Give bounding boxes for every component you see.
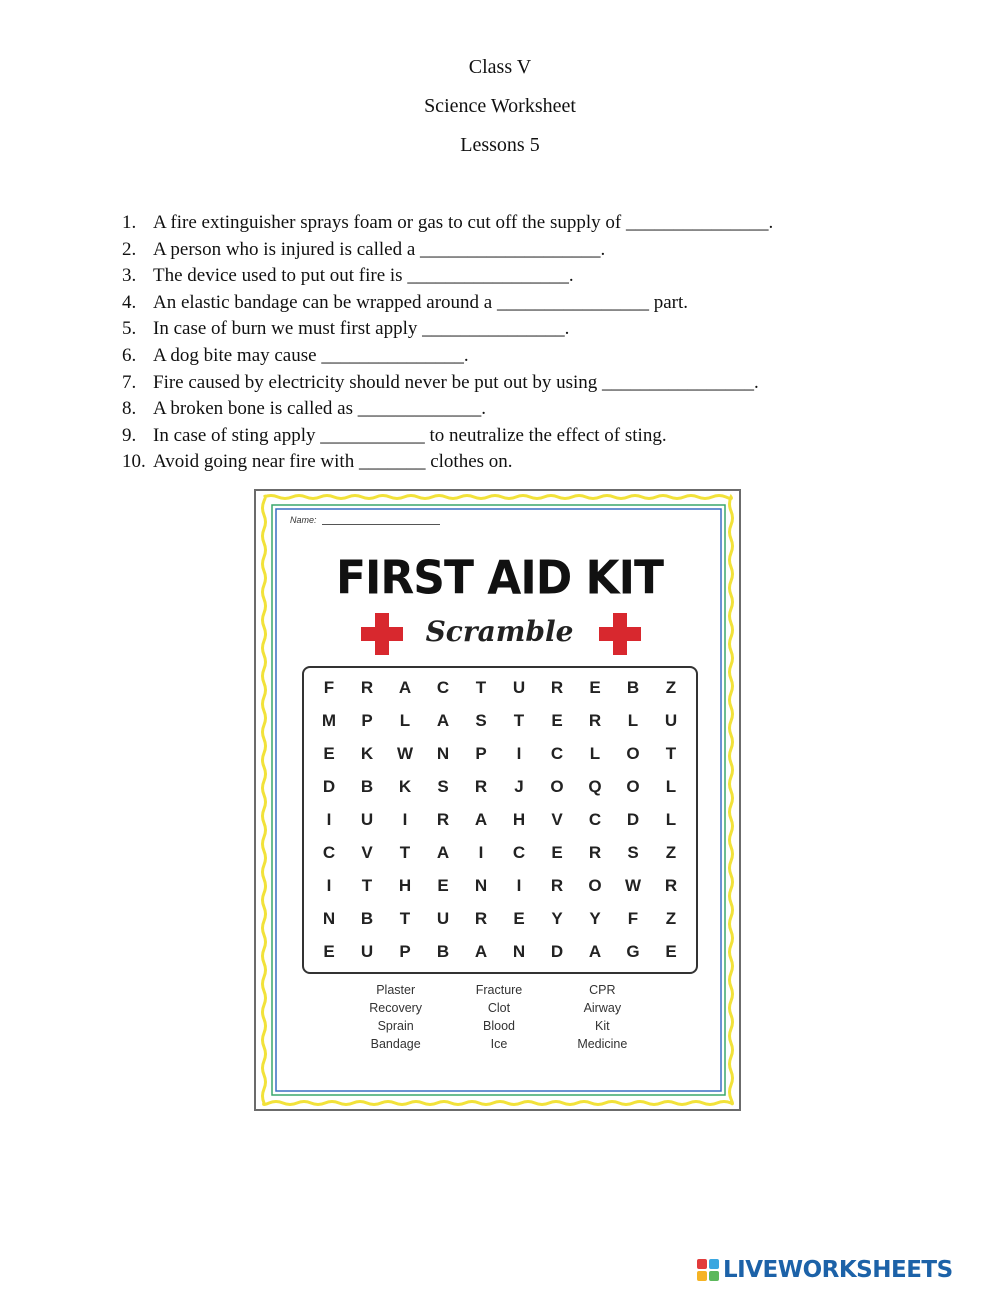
- question-item: [122, 263, 773, 290]
- grid-letter: R: [360, 678, 374, 698]
- name-line: [322, 524, 440, 525]
- grid-letter: E: [551, 842, 563, 862]
- grid-letter: T: [399, 908, 411, 928]
- question-text: In case of sting apply ___________ to neutralize the effect of sting.: [153, 424, 667, 446]
- grid-letter: N: [436, 744, 450, 764]
- grid-letter: N: [512, 941, 526, 961]
- question-item: [122, 237, 773, 264]
- letter-grid: [302, 666, 698, 974]
- grid-letter: E: [437, 875, 449, 895]
- grid-letter: E: [589, 678, 601, 698]
- grid-letter: A: [588, 941, 602, 961]
- grid-letter: H: [398, 875, 412, 895]
- word-bank-item: Clot: [487, 1001, 511, 1015]
- lesson-heading: Lessons 5: [460, 134, 540, 156]
- question-text: Avoid going near fire with _______ clothes on.: [153, 451, 513, 473]
- grid-letter: C: [512, 842, 526, 862]
- grid-letter: F: [627, 908, 639, 928]
- question-item: [122, 370, 773, 397]
- question-item: [122, 343, 773, 370]
- grid-letter: N: [474, 875, 488, 895]
- question-number: 6.: [122, 344, 137, 366]
- grid-letter: G: [626, 941, 640, 961]
- word-bank-item: Plaster: [376, 983, 416, 997]
- question-text: A dog bite may cause _______________.: [153, 344, 469, 366]
- grid-letter: R: [474, 908, 488, 928]
- grid-letter: P: [475, 744, 487, 764]
- grid-letter: R: [550, 678, 564, 698]
- question-number: 8.: [122, 398, 137, 420]
- grid-letter: D: [550, 941, 564, 961]
- grid-letter: U: [512, 678, 526, 698]
- grid-letter: B: [626, 678, 640, 698]
- grid-letter: V: [361, 842, 373, 862]
- grid-letter: Z: [665, 908, 677, 928]
- logo-text: LIVEWORKSHEETS: [723, 1257, 953, 1283]
- grid-letter: C: [550, 744, 564, 764]
- question-text: An elastic bandage can be wrapped around a ________________ part.: [153, 291, 688, 313]
- question-item: [122, 290, 773, 317]
- grid-letter: D: [322, 777, 336, 797]
- liveworksheets-logo: [697, 1255, 953, 1285]
- grid-letter: P: [399, 941, 411, 961]
- grid-letter: A: [398, 678, 412, 698]
- question-number: 2.: [122, 238, 137, 260]
- grid-letter: A: [474, 809, 488, 829]
- word-bank-item: CPR: [589, 983, 616, 997]
- grid-letter: B: [360, 908, 374, 928]
- question-text: A broken bone is called as _____________.: [153, 398, 486, 420]
- puzzle-subtitle: Scramble: [425, 615, 574, 648]
- grid-letter: S: [437, 777, 449, 797]
- question-number: 3.: [122, 265, 137, 287]
- grid-letter: O: [550, 777, 564, 797]
- grid-letter: O: [588, 875, 602, 895]
- word-bank-item: Sprain: [377, 1019, 414, 1033]
- question-item: [122, 210, 773, 237]
- grid-letter: S: [627, 842, 639, 862]
- grid-letter: C: [436, 678, 450, 698]
- grid-letter: H: [512, 809, 526, 829]
- grid-letter: E: [551, 711, 563, 731]
- grid-letter: U: [360, 941, 374, 961]
- grid-letter: T: [513, 711, 525, 731]
- word-bank-item: Medicine: [577, 1037, 628, 1051]
- grid-letter: R: [664, 875, 678, 895]
- grid-letter: C: [322, 842, 336, 862]
- word-bank-item: Bandage: [370, 1037, 421, 1051]
- grid-letter: I: [516, 744, 522, 764]
- grid-letter: Y: [589, 908, 601, 928]
- grid-letter: Z: [665, 678, 677, 698]
- grid-letter: L: [665, 777, 677, 797]
- word-bank-item: Recovery: [369, 1001, 423, 1015]
- question-item: [122, 316, 773, 343]
- grid-letter: B: [360, 777, 374, 797]
- grid-letter: N: [322, 908, 336, 928]
- class-heading: Class V: [468, 56, 532, 78]
- word-bank-item: Ice: [490, 1037, 508, 1051]
- question-list: [122, 210, 773, 476]
- grid-letter: K: [360, 744, 374, 764]
- grid-letter: U: [664, 711, 678, 731]
- word-bank-item: Airway: [583, 1001, 622, 1015]
- grid-letter: Q: [588, 777, 602, 797]
- grid-letter: L: [589, 744, 601, 764]
- grid-letter: E: [323, 744, 335, 764]
- question-text: In case of burn we must first apply _______________.: [153, 318, 570, 340]
- grid-letter: R: [588, 842, 602, 862]
- name-label: Name:: [290, 515, 317, 525]
- grid-letter: A: [474, 941, 488, 961]
- grid-letter: T: [475, 678, 487, 698]
- grid-letter: W: [396, 744, 414, 764]
- grid-letter: A: [436, 842, 450, 862]
- question-number: 1.: [122, 212, 137, 233]
- word-bank-item: Fracture: [475, 983, 523, 997]
- grid-letter: M: [321, 711, 337, 731]
- grid-letter: I: [326, 875, 332, 895]
- grid-letter: C: [588, 809, 602, 829]
- grid-letter: B: [436, 941, 450, 961]
- word-bank-item: Kit: [595, 1019, 610, 1033]
- question-number: 4.: [122, 291, 137, 313]
- grid-letter: L: [399, 711, 411, 731]
- grid-letter: J: [514, 777, 524, 797]
- question-number: 9.: [122, 424, 137, 446]
- grid-letter: R: [474, 777, 488, 797]
- grid-letter: T: [665, 744, 677, 764]
- question-number: 10.: [122, 451, 146, 473]
- question-item: [122, 396, 773, 423]
- grid-letter: E: [513, 908, 525, 928]
- grid-letter: F: [323, 678, 335, 698]
- grid-letter: E: [323, 941, 335, 961]
- grid-letter: T: [361, 875, 373, 895]
- grid-letter: S: [475, 711, 487, 731]
- grid-letter: O: [626, 744, 640, 764]
- grid-letter: Y: [551, 908, 563, 928]
- red-cross-icon: [599, 613, 641, 655]
- worksheet-title: Science Worksheet: [424, 95, 576, 117]
- grid-letter: I: [402, 809, 408, 829]
- question-number: 7.: [122, 371, 137, 393]
- grid-letter: R: [588, 711, 602, 731]
- question-number: 5.: [122, 318, 137, 340]
- logo-icon: [697, 1259, 719, 1281]
- question-text: The device used to put out fire is _________________.: [153, 265, 574, 287]
- word-search-image: [254, 489, 741, 1111]
- grid-letter: Z: [665, 842, 677, 862]
- question-item: [122, 449, 773, 476]
- word-bank: [344, 983, 654, 1051]
- question-text: Fire caused by electricity should never be put out by using ________________.: [153, 371, 759, 393]
- grid-letter: O: [626, 777, 640, 797]
- question-text: A person who is injured is called a ___________________.: [153, 238, 606, 260]
- question-text: A fire extinguisher sprays foam or gas to cut off the supply of _______________.: [153, 212, 774, 233]
- grid-letter: U: [360, 809, 374, 829]
- grid-letter: P: [361, 711, 373, 731]
- grid-letter: R: [436, 809, 450, 829]
- grid-letter: U: [436, 908, 450, 928]
- grid-letter: T: [399, 842, 411, 862]
- grid-letter: L: [665, 809, 677, 829]
- grid-letter: I: [326, 809, 332, 829]
- grid-letter: E: [665, 941, 677, 961]
- grid-letter: D: [626, 809, 640, 829]
- grid-letter: I: [478, 842, 484, 862]
- grid-letter: I: [516, 875, 522, 895]
- grid-letter: R: [550, 875, 564, 895]
- puzzle-title: FIRST AID KIT: [335, 551, 664, 606]
- grid-letter: W: [624, 875, 642, 895]
- grid-letter: K: [398, 777, 412, 797]
- word-bank-item: Blood: [483, 1019, 515, 1033]
- grid-letter: A: [436, 711, 450, 731]
- grid-letter: L: [627, 711, 639, 731]
- grid-letter: V: [551, 809, 563, 829]
- question-item: [122, 423, 773, 450]
